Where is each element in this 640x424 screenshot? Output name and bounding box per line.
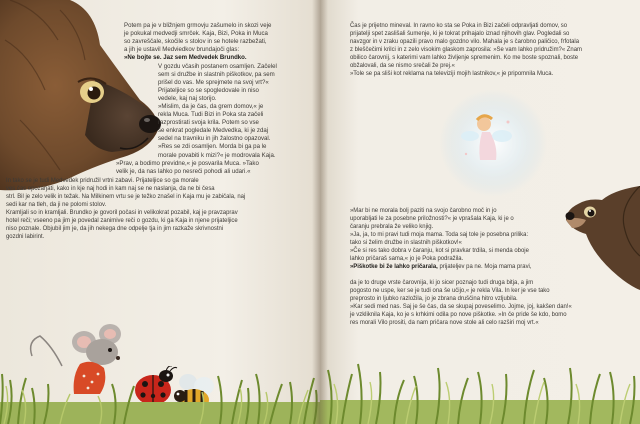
grass-illustration — [320, 334, 640, 424]
fairy-illustration — [438, 88, 548, 198]
text-line: so zavreščale, skočile s stolov in se hotele razbežati, — [124, 38, 267, 46]
bold-text-line: »Piškotke bi že lahko pričarala, — [350, 264, 438, 271]
left-text-mid — [158, 63, 306, 160]
text-line: prišel do vas. Me sprejmete na svoj vrt?« — [158, 79, 269, 87]
text-line: še enkrat pogledale Medvedka, ki je zdaj — [158, 127, 269, 135]
text-line: navzgor in v zraku opazili pravo malo gozdno vilo. Mahala je s čarobno paličico, frfotala — [350, 39, 580, 46]
text-line: Prijateljice so se spogledovale in niso — [158, 87, 259, 95]
text-line: da je to druge vrste čarovnija, ki jo sicer poznajo tudi druga bitja, a jim — [350, 280, 534, 286]
text-line: »Tole se pa sliši kot reklama na televiziji mojih lastnikov,« je pripomnila Muca. — [350, 71, 554, 78]
right-text-mid — [350, 207, 574, 271]
text-line: preprosto in ljubko razložila, jo je zbrana druščina hitro vzljubila. — [350, 296, 518, 303]
text-line: In tako se je tudi Medvedek pridružil vrtni zabavi. Prijateljice so ga morale — [6, 178, 199, 184]
text-line: razprostirati svoja krila. Potem so vse — [158, 119, 259, 127]
text-line: »Ja, ja, to mi pravi tudi moja mama. Toda saj tole je posebna prilika: — [350, 232, 529, 239]
text-line: a jih je ustavil Medviedkov brundajoči glas: — [124, 46, 240, 54]
text-line: obilico čarovnij, s katerimi vam lahko življenje spremenim. Ko me boste spoznali, boste — [350, 55, 579, 62]
text-line: sedi kar na tleh, da ji ne polomi stolov. — [6, 202, 107, 209]
text-line: velik je, da nas lahko po nesreči pohodi ali udari.« — [116, 168, 251, 176]
text-line: tako si želim družbe in slastnih piškotkov!« — [350, 240, 462, 247]
text-line: vedele, kaj naj storijo. — [158, 95, 217, 103]
book-gutter — [312, 0, 328, 424]
text-line: čaranju prebrala že veliko knjig. — [350, 224, 434, 231]
grass-illustration — [0, 344, 320, 424]
left-text-top — [124, 22, 300, 62]
text-line: prijatelji spet zaslišali šumenje, ki je tokrat prihajalo iznad njihovih glav. Pogledali so — [350, 31, 570, 38]
text-line: »Res se zdi osamljen. Morda bi ga pa le — [158, 143, 267, 151]
text-line: pogosto ne uspe, ker se je tudi ona še učijo,« je rekla Vila. In ker je vse tako — [350, 288, 550, 295]
text-line: je pokukal medvedji smrček. Kaja, Bizi, Poka in Muca — [124, 30, 268, 38]
right-page — [320, 0, 640, 424]
text-line: ves čas opozarjati, kako in kje naj hodi in kam naj se ne naslanja, da ne bi česa — [6, 186, 215, 193]
left-text-bottom — [6, 177, 308, 241]
right-text-bottom — [350, 279, 590, 327]
text-line: z bleščečimi krilci in z zelo visokim glaskom zaprosila: »Se vam lahko pridružim?« Znam — [350, 47, 582, 54]
text-line: sedel na travniku in jih žalostno opazoval. — [158, 135, 271, 143]
text-line: »Mislim, da je čas, da grem domov,« je — [158, 103, 264, 111]
bold-text-line: »Ne bojte se. Jaz sem Medvedek Brundko. — [124, 54, 247, 62]
text-line: rekla Muca. Tudi Bizi in Poka sta začeli — [158, 111, 264, 119]
text-line: »Če si res tako dobra v čaranju, kot si pravkar trdila, si menda oboje — [350, 248, 529, 255]
text-line: Čas je prijetno mineval. In ravno ko sta se Poka in Bizi začeli odpravljati domov, so — [350, 23, 568, 29]
text-line: sem si družbe in slastnih piškotkov, pa sem — [158, 71, 275, 79]
text-line: Potem pa je v bližnjem grmovju zašumelo in skozi veje — [124, 22, 272, 29]
bold-text-line-wrapper — [350, 263, 574, 271]
text-line: »Prav, a bodimo previdne,« je posvarila Muca. »Tako — [116, 160, 259, 167]
right-text-top — [350, 22, 632, 78]
text-line: je vzkliknila Kaja, ko je s krhkimi odila po nove piškotke. »In če pride še kdo, bomo — [350, 312, 567, 319]
text-fragment: prijateljev pa ne. Moja mama pravi, — [437, 264, 532, 271]
text-line: V gozdu včasih postanem osamljen. Začelel — [158, 63, 277, 70]
text-line: res morali Vilo prositi, da nam pričara nove stole ali celo razširi moj vrt.« — [350, 320, 539, 327]
text-line: Kramljali so in kramljali. Brundko je govoril počasi in velikokrat pozabil, kaj je pravzaprav — [6, 210, 238, 217]
text-line: morale povabiti k mizi?« je modrovala Kaja. — [158, 151, 276, 159]
left-text-mid2 — [116, 160, 310, 176]
text-line: niso poznale. Objubil jim je, da jih nekega dne odpelje tja in jim razkaže skrivnostni — [6, 226, 224, 233]
text-line: lahko pričaraš sama,« jo je Poka podražila. — [350, 256, 464, 263]
text-line: »Kar sedi med nas. Saj je še čas, da se skupaj poveselimo. Jojme, joj, kakšen dan!« — [350, 304, 572, 311]
text-line: uporabljati le za posebne priložnosti?« je vprašala Kaja, ki je o — [350, 216, 514, 223]
text-line: hotel reči; vseeno pa jim je povedal zanimive reči o gozdu, ki ga Kaja in njene prijateljice — [6, 218, 238, 225]
text-line: strl. Bil je zelo velik in težak. Na Milkinem vrtu se je težko znašel in Kaja mu je zabičala, naj — [6, 194, 246, 201]
text-line: gozdni labirint. — [6, 234, 45, 241]
text-line: »Mar bi ne morala bolj paziti na svojo čarobno moč in jo — [350, 208, 497, 214]
text-line: obžalovali, da se nismo srečali že prej.« — [350, 63, 455, 70]
